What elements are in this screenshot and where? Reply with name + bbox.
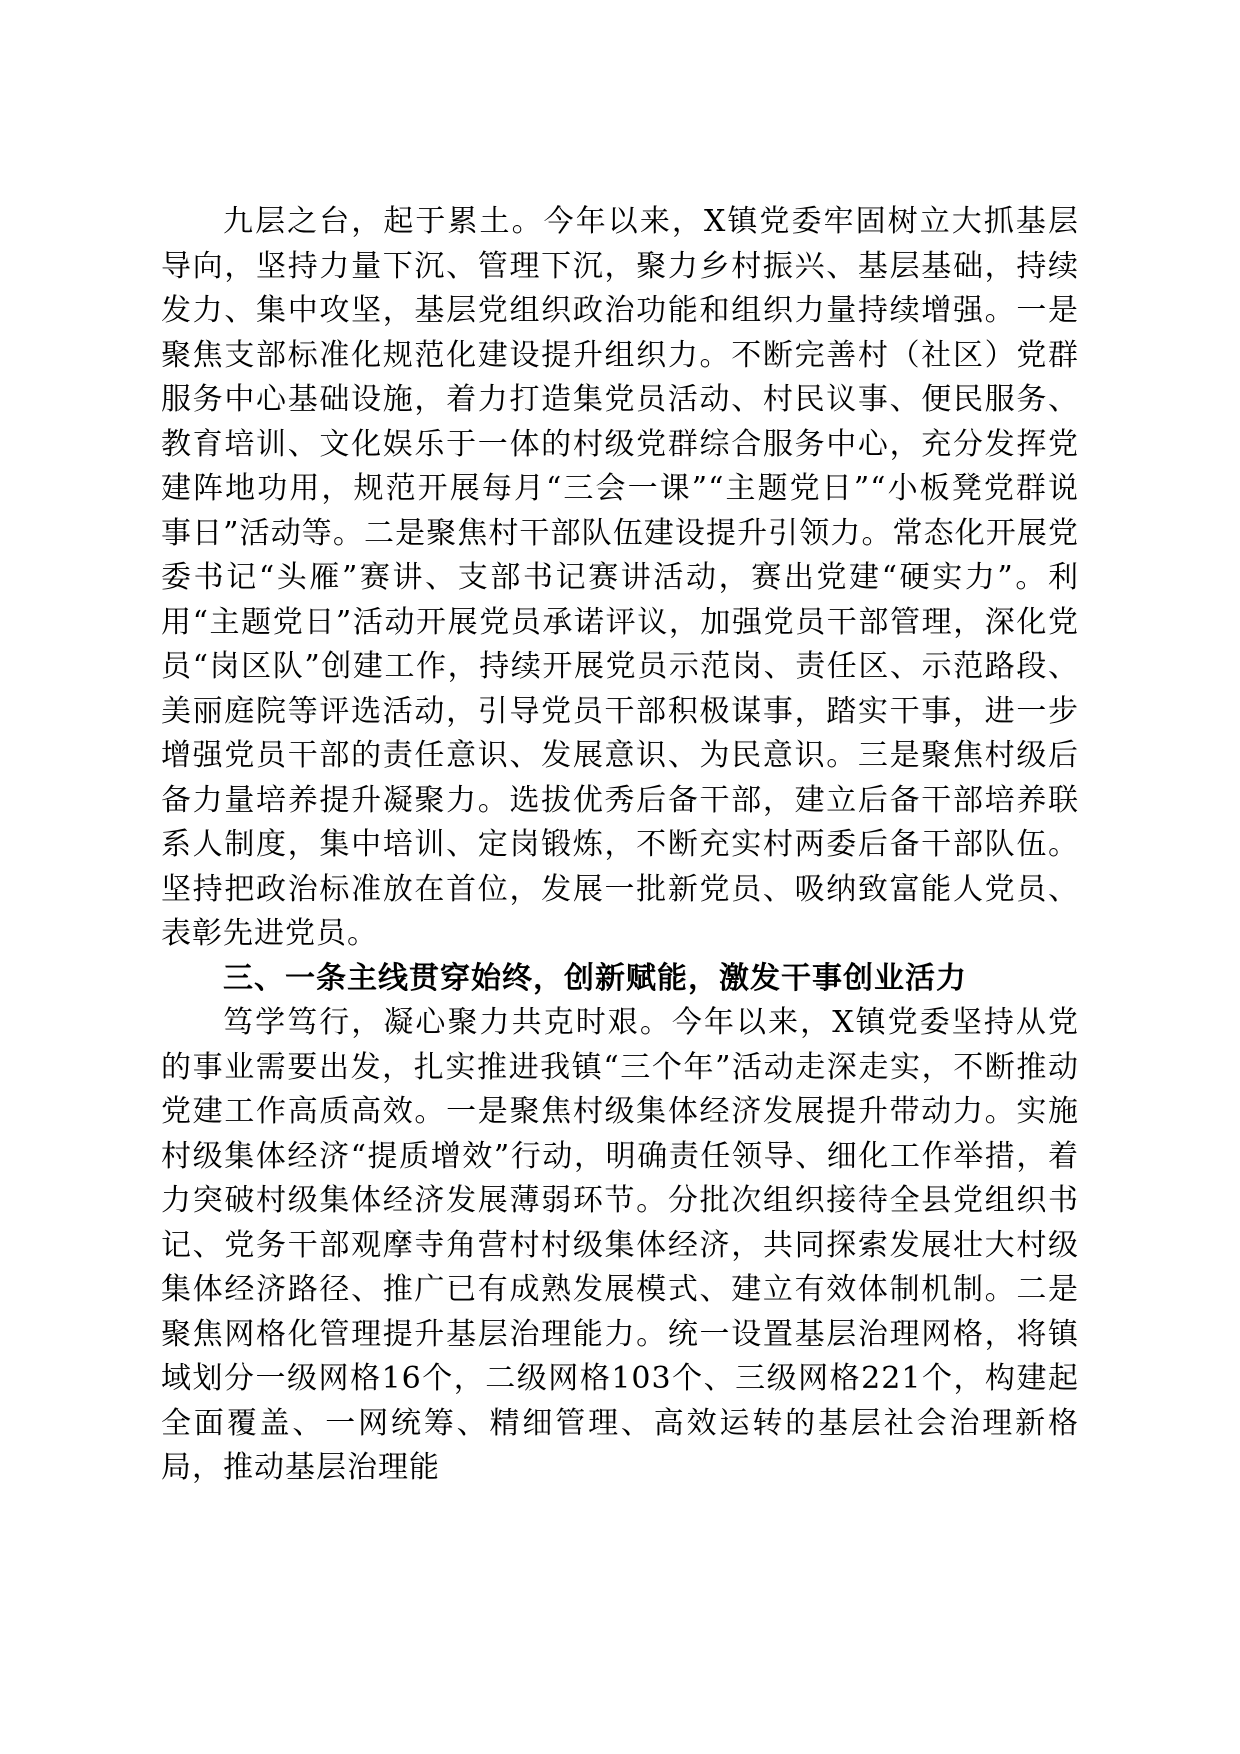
paragraph-organization-building: 九层之台，起于累土。今年以来，X镇党委牢固树立大抓基层导向，坚持力量下沉、管理下沉，聚力乡村振兴、基层基础，持续发力、集中攻坚，基层党组织政治功能和组织力量持续增强。一是聚焦支部标准化规范化建设提升组织力。不断完善村（社区）党群服务中心基础设施，着力打造集党员活动、村民议事、便民服务、教育培训、文化娱乐于一体的村级党群综合服务中心，充分发挥党建阵地功用，规范开展每月“三会一课”“主题党日”“小板凳党群说事日”活动等。二是聚焦村干部队伍建设提升引领力。常态化开展党委书记“头雁”赛讲、支部书记赛讲活动，赛出党建“硬实力”。利用“主题党日”活动开展党员承诺评议，加强党员干部管理，深化党员“岗区队”创建工作，持续开展党员示范岗、责任区、示范路段、美丽庭院等评选活动，引导党员干部积极谋事，踏实干事，进一步增强党员干部的责任意识、发展意识、为民意识。三是聚焦村级后备力量培养提升凝聚力。选拔优秀后备干部，建立后备干部培养联系人制度，集中培训、定岗锻炼，不断充实村两委后备干部队伍。坚持把政治标准放在首位，发展一批新党员、吸纳致富能人党员、表彰先进党员。 (161, 204, 1079, 951)
paragraph-innovation-empowerment: 笃学笃行，凝心聚力共克时艰。今年以来，X镇党委坚持从党的事业需要出发，扎实推进我镇“三个年”活动走深走实，不断推动党建工作高质高效。一是聚焦村级集体经济发展提升带动力。实施村级集体经济“提质增效”行动，明确责任领导、细化工作举措，着力突破村级集体经济发展薄弱环节。分批次组织接待全县党组织书记、党务干部观摩寺角营村村级集体经济，共同探索发展壮大村级集体经济路径、推广已有成熟发展模式、建立有效体制机制。二是聚焦网格化管理提升基层治理能力。统一设置基层治理网格，将镇域划分一级网格16个，二级网格103个、三级网格221个，构建起全面覆盖、一网统筹、精细管理、高效运转的基层社会治理新格局，推动基层治理能 (161, 1005, 1079, 1485)
document-body (161, 200, 1079, 1491)
section-heading-three: 三、一条主线贯穿始终，创新赋能，激发干事创业活力 (223, 960, 967, 996)
